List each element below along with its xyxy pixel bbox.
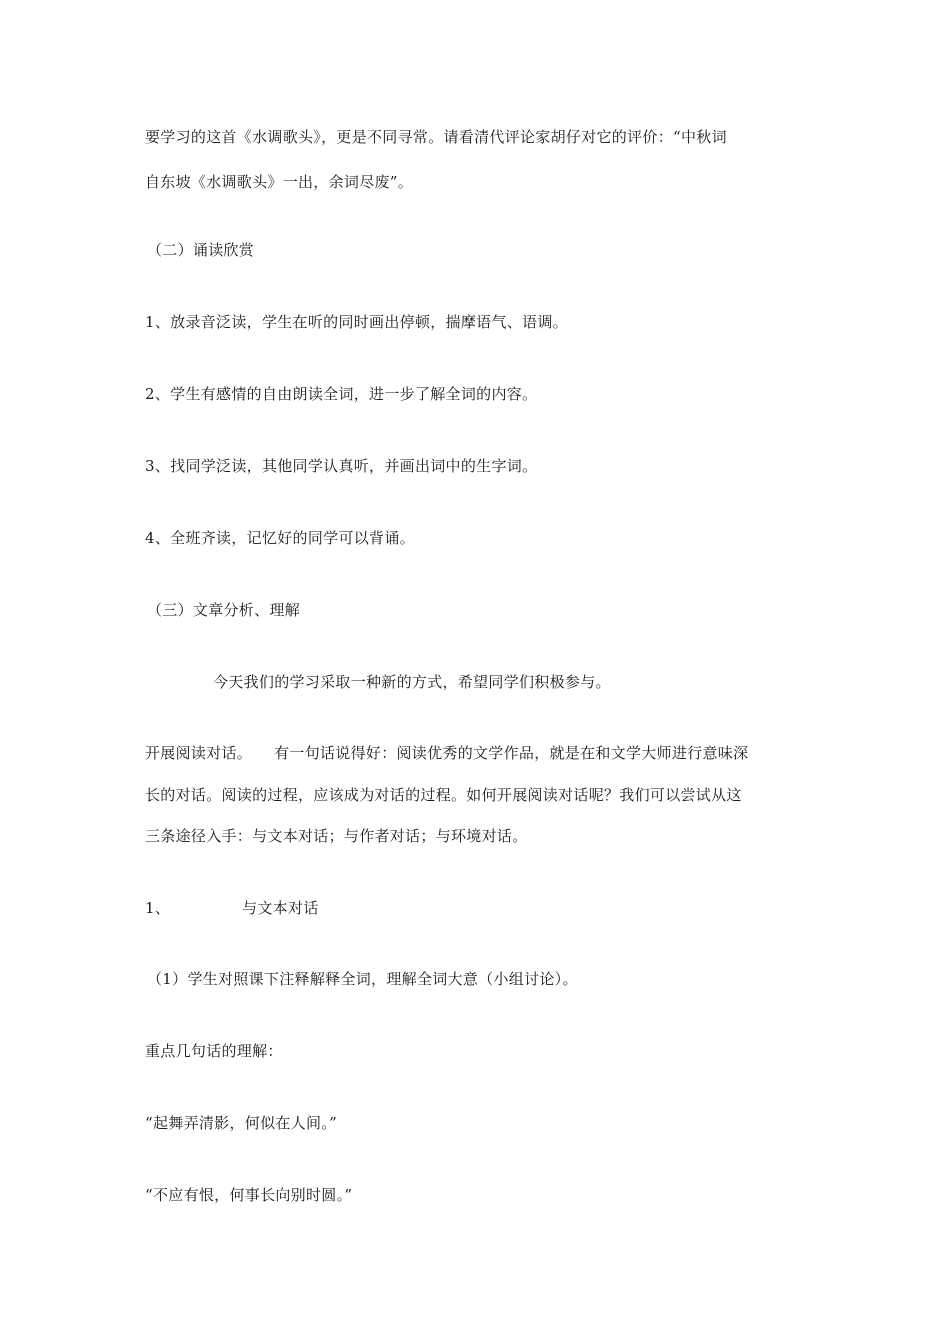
subsection-number: 1、	[145, 899, 171, 917]
recitation-item-1: 1、放录音泛读，学生在听的同时画出停顿，揣摩语气、语调。	[145, 313, 568, 331]
dialogue-paragraph-line-2: 长的对话。阅读的过程，应该成为对话的过程。如何开展阅读对话呢？我们可以尝试从这	[145, 786, 742, 804]
section-heading-analysis: （三）文章分析、理解	[147, 601, 301, 619]
quote-1: “起舞弄清影，何似在人间。”	[145, 1114, 338, 1132]
quote-2: “不应有恨，何事长向别时圆。”	[145, 1186, 353, 1204]
dialogue-text-1: 有一句话说得好：阅读优秀的文学作品，就是在和文学大师进行意味深	[274, 744, 749, 762]
recitation-item-2: 2、学生有感情的自由朗读全词，进一步了解全词的内容。	[145, 385, 538, 403]
section-heading-recitation: （二）诵读欣赏	[147, 241, 255, 259]
dialogue-paragraph-line-1	[145, 743, 815, 763]
step-1: （1）学生对照课下注释解释全词，理解全词大意（小组讨论）。	[147, 970, 578, 988]
subsection-title: 与文本对话	[242, 899, 319, 917]
dialogue-label: 开展阅读对话。	[145, 744, 253, 762]
analysis-intro: 今天我们的学习采取一种新的方式，希望同学们积极参与。	[213, 673, 611, 691]
intro-line-1: 要学习的这首《水调歌头》，更是不同寻常。请看清代评论家胡仔对它的评价：“中秋词	[145, 128, 727, 146]
intro-line-2: 自东坡《水调歌头》一出，余词尽废”。	[145, 173, 414, 191]
subsection-text-dialogue	[145, 898, 815, 918]
recitation-item-3: 3、找同学泛读，其他同学认真听，并画出词中的生字词。	[145, 457, 538, 475]
key-sentences-label: 重点几句话的理解：	[145, 1042, 283, 1060]
dialogue-paragraph-line-3: 三条途径入手：与文本对话；与作者对话；与环境对话。	[145, 827, 528, 845]
recitation-item-4: 4、全班齐读，记忆好的同学可以背诵。	[145, 529, 415, 547]
